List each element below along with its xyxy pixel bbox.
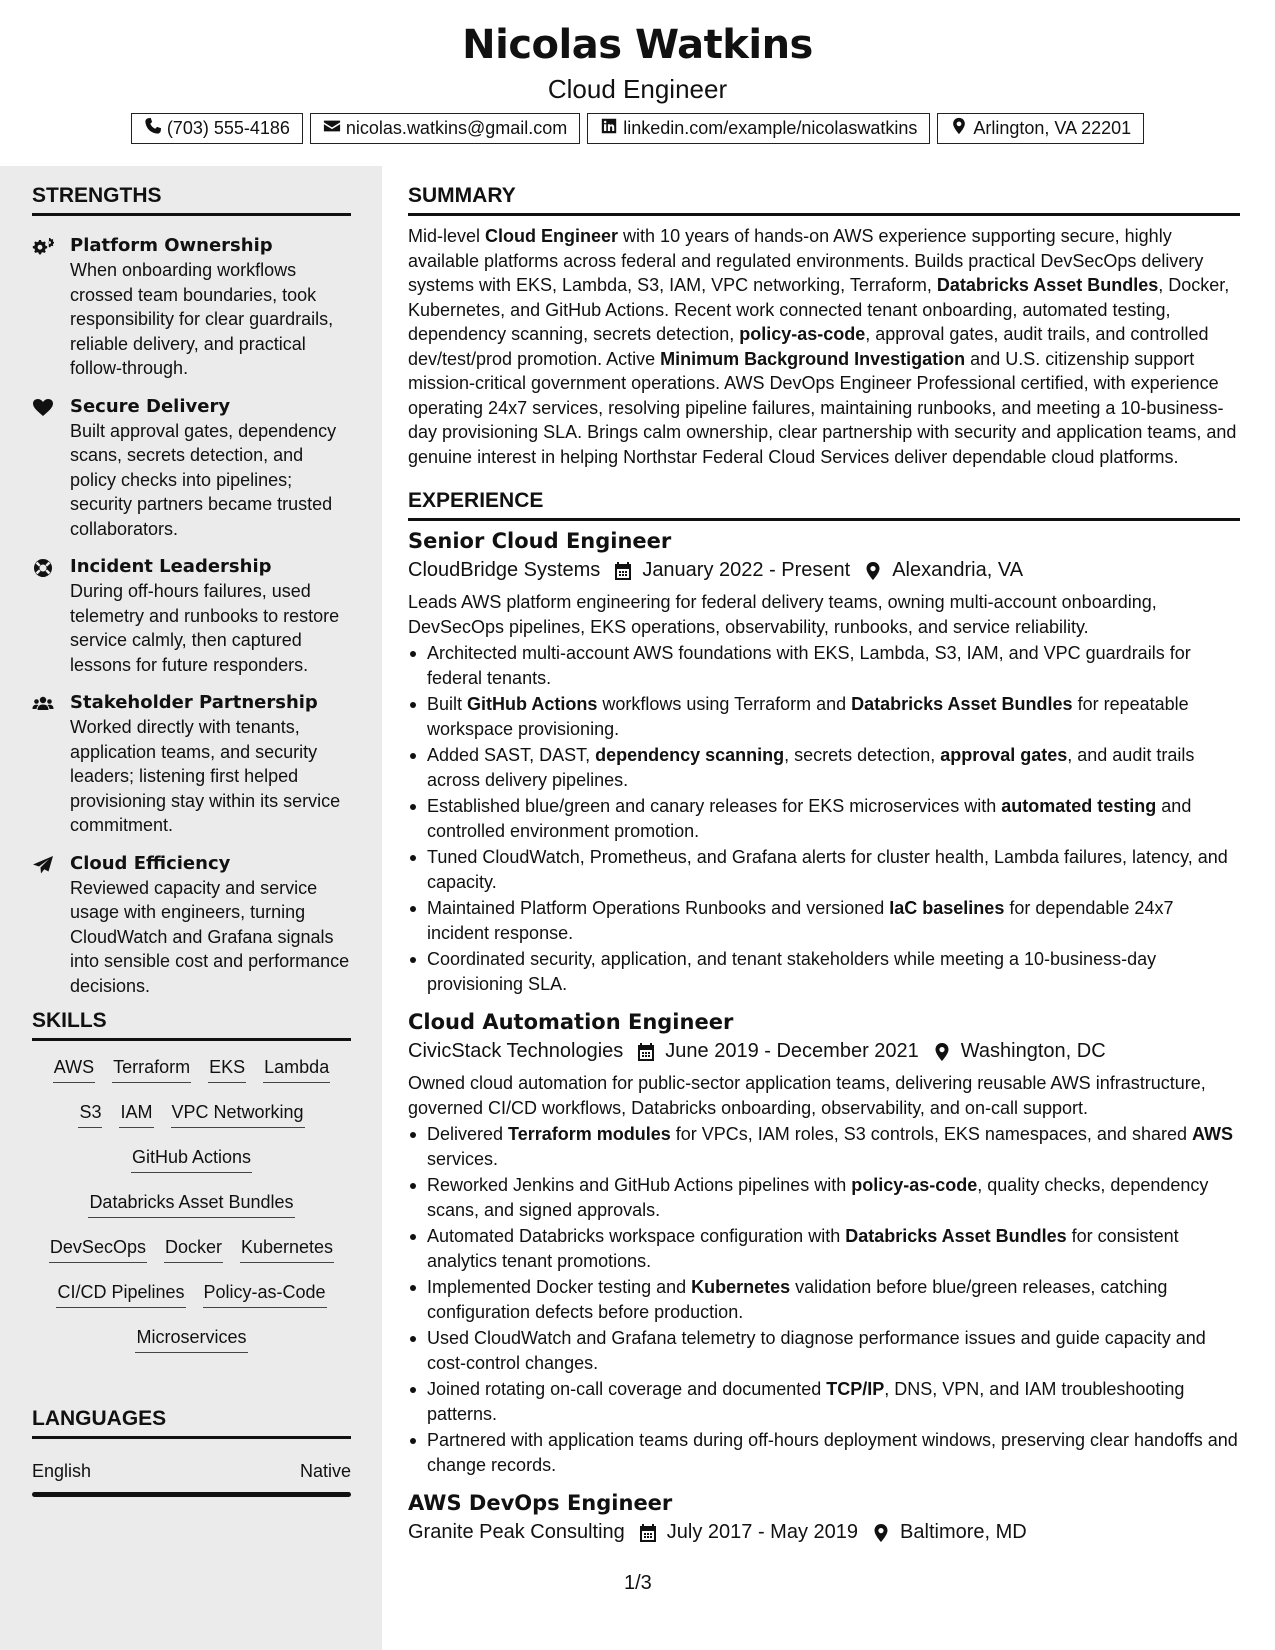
bullet-item	[408, 692, 1240, 741]
job-title: Cloud Automation Engineer	[408, 1010, 734, 1034]
linkedin-icon	[600, 117, 618, 140]
phone-icon	[144, 117, 162, 140]
job-description: Leads AWS platform engineering for federal delivery teams, owning multi-account onboarding, DevSecOps pipelines, EKS operations, observability, runbooks, and service reliability.	[408, 592, 1157, 637]
contact-text: linkedin.com/example/nicolaswatkins	[623, 118, 918, 138]
text: Implemented Docker testing and	[427, 1277, 692, 1297]
strength-title: Stakeholder Partnership	[70, 692, 318, 713]
job-dates: July 2017 - May 2019	[666, 1521, 859, 1543]
job-location: Washington, DC	[960, 1040, 1106, 1062]
strength-item	[32, 234, 351, 381]
text: Built	[427, 694, 468, 714]
strength-title: Incident Leadership	[70, 556, 272, 577]
bullet-item	[408, 641, 1240, 690]
languages-heading: LANGUAGES	[32, 1407, 351, 1439]
contact-location[interactable]	[937, 113, 1144, 144]
strength-item	[32, 555, 351, 677]
skill-tag: IAM	[119, 1101, 153, 1128]
job-entry	[408, 529, 1240, 996]
bold-text: GitHub Actions	[467, 694, 598, 714]
bold-text: Databricks Asset Bundles	[851, 694, 1073, 714]
text: Established blue/green and canary releases for EKS microservices with	[427, 796, 1002, 816]
bold-text: Terraform modules	[508, 1124, 671, 1144]
skill-tag: CI/CD Pipelines	[56, 1281, 185, 1308]
skills-section	[32, 1009, 351, 1371]
text: Coordinated security, application, and tenant stakeholders while meeting a 10-business-day provisioning SLA.	[427, 949, 1157, 994]
strength-title: Secure Delivery	[70, 395, 231, 417]
skill-tag: Terraform	[112, 1056, 191, 1083]
text: , Docker, Kubernetes, and GitHub Actions. Recent work connected tenant onboarding, automated testing, dependency scanning, secrets detection,	[408, 275, 1230, 344]
job-meta	[408, 1521, 1240, 1544]
strength-description: When onboarding workflows crossed team boundaries, took responsibility for clear guardrails, reliable delivery, and practical follow-through.	[70, 260, 334, 378]
text: , DNS, VPN, and IAM troubleshooting patterns.	[427, 1379, 1185, 1424]
skill-tag: Docker	[164, 1236, 223, 1263]
contact-email[interactable]	[310, 113, 580, 144]
map-pin-icon	[872, 1523, 890, 1543]
candidate-title: Cloud Engineer	[547, 74, 728, 104]
heart-icon	[32, 395, 58, 542]
strength-item	[32, 691, 351, 838]
strengths-section	[32, 184, 351, 998]
bold-text: IaC baselines	[889, 898, 1005, 918]
strengths-heading: STRENGTHS	[32, 184, 351, 216]
text: , quality checks, dependency scans, and signed approvals.	[427, 1175, 1209, 1220]
skill-tag: DevSecOps	[49, 1236, 147, 1263]
bold-text: AWS	[1192, 1124, 1234, 1144]
bold-text: policy-as-code	[851, 1175, 978, 1195]
strength-description: Worked directly with tenants, application teams, and security leaders; listening first helped provisioning stay within its service commitment.	[70, 717, 341, 835]
job-description: Owned cloud automation for public-sector application teams, delivering reusable AWS infrastructure, governed CI/CD workflows, Databricks onboarding, observability, and on-call support.	[408, 1073, 1206, 1118]
bullet-item	[408, 1377, 1240, 1426]
contact-text: (703) 555-4186	[166, 118, 290, 138]
language-proficiency-bar	[32, 1492, 351, 1497]
text: Tuned CloudWatch, Prometheus, and Grafana alerts for cluster health, Lambda failures, latency, and capacity.	[427, 847, 1228, 892]
skill-tag: GitHub Actions	[131, 1146, 252, 1173]
job-bullets	[408, 641, 1240, 996]
text: Architected multi-account AWS foundations with EKS, Lambda, S3, IAM, and VPC guardrails for federal tenants.	[427, 643, 1191, 688]
skills-row	[32, 1326, 351, 1371]
skill-tag: Kubernetes	[240, 1236, 334, 1263]
bullet-item	[408, 947, 1240, 996]
calendar-icon	[614, 561, 632, 581]
text: for dependable 24x7 incident response.	[427, 898, 1174, 943]
text: for consistent analytics tenant promotions.	[427, 1226, 1179, 1271]
text: and U.S. citizenship support mission-critical government operations. AWS DevOps Engineer Professional certified, with experience operating 24x7 services, resolving pipeline failures, maintaining runbooks, and meeting a 10-business-day provisioning SLA. Brings calm ownership, clear partnership with security and application teams, and genuine interest in helping Northstar Federal Cloud Services deliver dependable cloud platforms.	[408, 348, 1237, 467]
bullet-item	[408, 1122, 1240, 1171]
skills-list	[32, 1056, 351, 1371]
bold-text: automated testing	[1001, 796, 1157, 816]
text: with 10 years of hands-on AWS experience supporting secure, highly available platforms across federal and regulated environments. Builds practical DevSecOps delivery systems with EKS, Lambda, S3, IAM, VPC networking, Terraform,	[408, 226, 1204, 295]
bullet-item	[408, 896, 1240, 945]
text: Reworked Jenkins and GitHub Actions pipelines with	[427, 1175, 852, 1195]
bullet-item	[408, 1428, 1240, 1477]
sidebar	[0, 166, 382, 1650]
languages-section	[32, 1407, 351, 1497]
text: Maintained Platform Operations Runbooks and versioned	[427, 898, 890, 918]
text: for repeatable workspace provisioning.	[427, 694, 1189, 739]
skill-tag: AWS	[53, 1056, 95, 1083]
summary-text	[408, 224, 1240, 469]
page-number: 1/3	[624, 1572, 652, 1594]
text: validation before blue/green releases, catching configuration defects before production.	[427, 1277, 1168, 1322]
skill-tag: S3	[78, 1101, 102, 1128]
job-location: Alexandria, VA	[892, 559, 1024, 581]
text: , approval gates, audit trails, and controlled dev/test/prod promotion. Active	[408, 324, 1209, 369]
bold-text: Databricks Asset Bundles	[845, 1226, 1067, 1246]
skill-tag: Microservices	[135, 1326, 247, 1353]
resume-header	[0, 0, 1275, 166]
bullet-item	[408, 845, 1240, 894]
text: , secrets detection,	[784, 745, 941, 765]
bullet-item	[408, 1326, 1240, 1375]
skills-row	[32, 1281, 351, 1326]
job-dates: January 2022 - Present	[642, 559, 851, 581]
skill-tag: VPC Networking	[171, 1101, 305, 1128]
bullet-item	[408, 1224, 1240, 1273]
job-bullets	[408, 1122, 1240, 1477]
skills-row	[32, 1146, 351, 1191]
contact-bar	[0, 113, 1275, 144]
contact-phone[interactable]	[131, 113, 303, 144]
job-company: Granite Peak Consulting	[408, 1521, 625, 1543]
job-title: AWS DevOps Engineer	[408, 1491, 673, 1515]
strength-description: Reviewed capacity and service usage with engineers, turning CloudWatch and Grafana signals into sensible cost and performance decisions.	[70, 877, 350, 996]
users-icon	[32, 691, 58, 838]
summary-heading: SUMMARY	[408, 184, 1240, 216]
text: Partnered with application teams during off-hours deployment windows, preserving clear handoffs and change records.	[427, 1430, 1238, 1475]
job-location: Baltimore, MD	[900, 1521, 1027, 1543]
strength-title: Platform Ownership	[70, 235, 273, 256]
bold-text: Kubernetes	[691, 1277, 791, 1297]
job-meta	[408, 559, 1240, 582]
map-pin-icon	[864, 561, 882, 581]
job-meta	[408, 1040, 1240, 1063]
candidate-name: Nicolas Watkins	[462, 22, 813, 68]
bold-text: Cloud Engineer	[485, 226, 619, 246]
summary-section	[408, 184, 1240, 469]
text: for VPCs, IAM roles, S3 controls, EKS namespaces, and shared	[670, 1124, 1192, 1144]
skill-tag: Databricks Asset Bundles	[88, 1191, 294, 1218]
text: Automated Databricks workspace configuration with	[427, 1226, 846, 1246]
bold-text: TCP/IP	[826, 1379, 885, 1399]
text: Joined rotating on-call coverage and documented	[427, 1379, 827, 1399]
strength-title: Cloud Efficiency	[70, 852, 231, 874]
skills-row	[32, 1056, 351, 1101]
job-company: CivicStack Technologies	[408, 1040, 624, 1062]
text: and controlled environment promotion.	[427, 796, 1192, 841]
text: Used CloudWatch and Grafana telemetry to diagnose performance issues and guide capacity and cost-control changes.	[427, 1328, 1206, 1373]
envelope-icon	[323, 117, 341, 140]
bold-text: Databricks Asset Bundles	[936, 275, 1159, 295]
bold-text: Minimum Background Investigation	[660, 348, 966, 369]
experience-section	[408, 489, 1240, 1544]
bold-text: policy-as-code	[739, 324, 866, 344]
skills-heading: SKILLS	[32, 1009, 351, 1041]
skills-row	[32, 1191, 351, 1236]
map-pin-icon	[950, 117, 968, 140]
contact-text: nicolas.watkins@gmail.com	[345, 118, 568, 138]
text: Delivered	[427, 1124, 509, 1144]
skills-row	[32, 1236, 351, 1281]
skill-tag: Policy-as-Code	[203, 1281, 327, 1308]
skill-tag: Lambda	[263, 1056, 330, 1083]
life-ring-icon	[32, 555, 58, 677]
strength-description: During off-hours failures, used telemetry and runbooks to restore service calmly, then captured lessons for future responders.	[70, 581, 340, 675]
text: services.	[427, 1148, 499, 1169]
map-pin-icon	[933, 1042, 951, 1062]
contact-text: Arlington, VA 22201	[973, 118, 1132, 138]
language-name: English	[32, 1461, 92, 1481]
calendar-icon	[639, 1523, 657, 1543]
text: Added SAST, DAST,	[427, 745, 596, 765]
experience-heading: EXPERIENCE	[408, 489, 1240, 521]
strength-item	[32, 852, 351, 999]
skill-tag: EKS	[208, 1056, 246, 1083]
bullet-item	[408, 1275, 1240, 1324]
bold-text: dependency scanning	[595, 745, 785, 765]
text: Mid-level	[408, 226, 486, 246]
text: workflows using Terraform and	[597, 694, 852, 714]
contact-linkedin[interactable]	[587, 113, 930, 144]
job-dates: June 2019 - December 2021	[665, 1040, 919, 1062]
strengths-list	[32, 234, 351, 998]
job-entry	[408, 1491, 1240, 1544]
job-entry	[408, 1010, 1240, 1477]
skills-row	[32, 1101, 351, 1146]
job-list	[408, 529, 1240, 1544]
calendar-icon	[637, 1042, 655, 1062]
bold-text: approval gates	[940, 745, 1068, 765]
job-title: Senior Cloud Engineer	[408, 529, 672, 553]
bullet-item	[408, 1173, 1240, 1222]
strength-description: Built approval gates, dependency scans, secrets detection, and policy checks into pipelines; security partners became trusted collaborators.	[70, 420, 337, 539]
gears-icon	[32, 234, 58, 381]
bullet-item	[408, 794, 1240, 843]
job-company: CloudBridge Systems	[408, 559, 601, 581]
strength-item	[32, 395, 351, 542]
main-column	[408, 166, 1240, 1544]
language-level: Native	[299, 1461, 351, 1481]
bullet-item	[408, 743, 1240, 792]
language-row	[32, 1461, 351, 1482]
paper-plane-icon	[32, 852, 58, 999]
text: , and audit trails across delivery pipelines.	[427, 745, 1195, 790]
